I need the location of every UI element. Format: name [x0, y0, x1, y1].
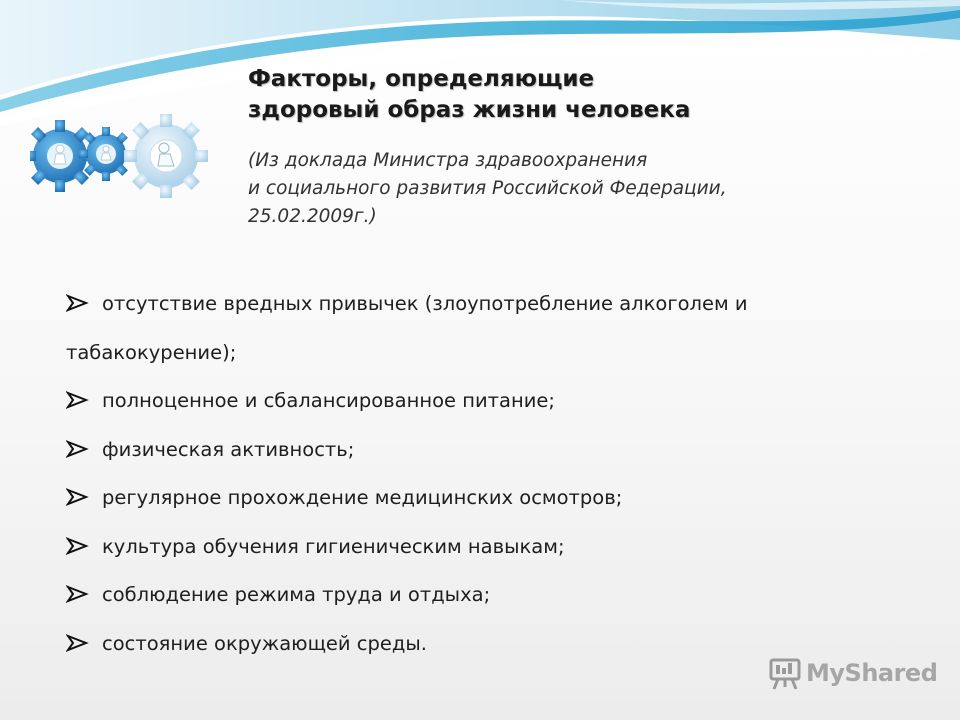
watermark	[766, 652, 936, 696]
arrow-bullet-icon	[66, 488, 90, 506]
arrow-bullet-icon	[66, 634, 90, 652]
arrow-bullet-icon	[66, 440, 90, 458]
list-item	[66, 523, 936, 572]
gears-with-figures-icon	[30, 110, 210, 202]
presentation-board-icon	[768, 657, 802, 691]
list-item-text: физическая активность;	[102, 437, 355, 461]
watermark-text: MyShared	[806, 659, 938, 687]
list-item-continuation	[66, 329, 936, 378]
list-item	[66, 474, 936, 523]
subtitle-line: (Из доклада Министра здравоохранения	[248, 150, 648, 171]
subtitle-line: 25.02.2009г.)	[248, 206, 377, 227]
subtitle-line: и социального развития Российской Федерации,	[248, 178, 727, 199]
slide-title-line: Факторы, определяющие	[248, 66, 595, 92]
list-item	[66, 571, 936, 620]
list-item-text: регулярное прохождение медицинских осмотров;	[102, 486, 623, 509]
list-item-text: соблюдение режима труда и отдыха;	[102, 583, 491, 606]
arrow-bullet-icon	[66, 294, 90, 312]
arrow-bullet-icon	[66, 537, 90, 555]
list-item	[66, 426, 936, 475]
list-item	[66, 280, 936, 329]
list-item-text: культура обучения гигиеническим навыкам;	[102, 534, 565, 558]
slide-title-line: здоровый образ жизни человека	[248, 97, 691, 123]
list-item-text: полноценное и сбалансированное питание;	[102, 389, 555, 412]
arrow-bullet-icon	[66, 391, 90, 409]
slide-subtitle	[248, 147, 888, 231]
list-item-text: состояние окружающей среды.	[102, 631, 427, 655]
list-item	[66, 377, 936, 426]
list-item-text: отсутствие вредных привычек (злоупотребление алкоголем и	[102, 292, 748, 315]
list-item-text: табакокурение);	[66, 340, 237, 364]
slide-title	[248, 64, 848, 126]
factors-list	[66, 280, 936, 668]
arrow-bullet-icon	[66, 585, 90, 603]
